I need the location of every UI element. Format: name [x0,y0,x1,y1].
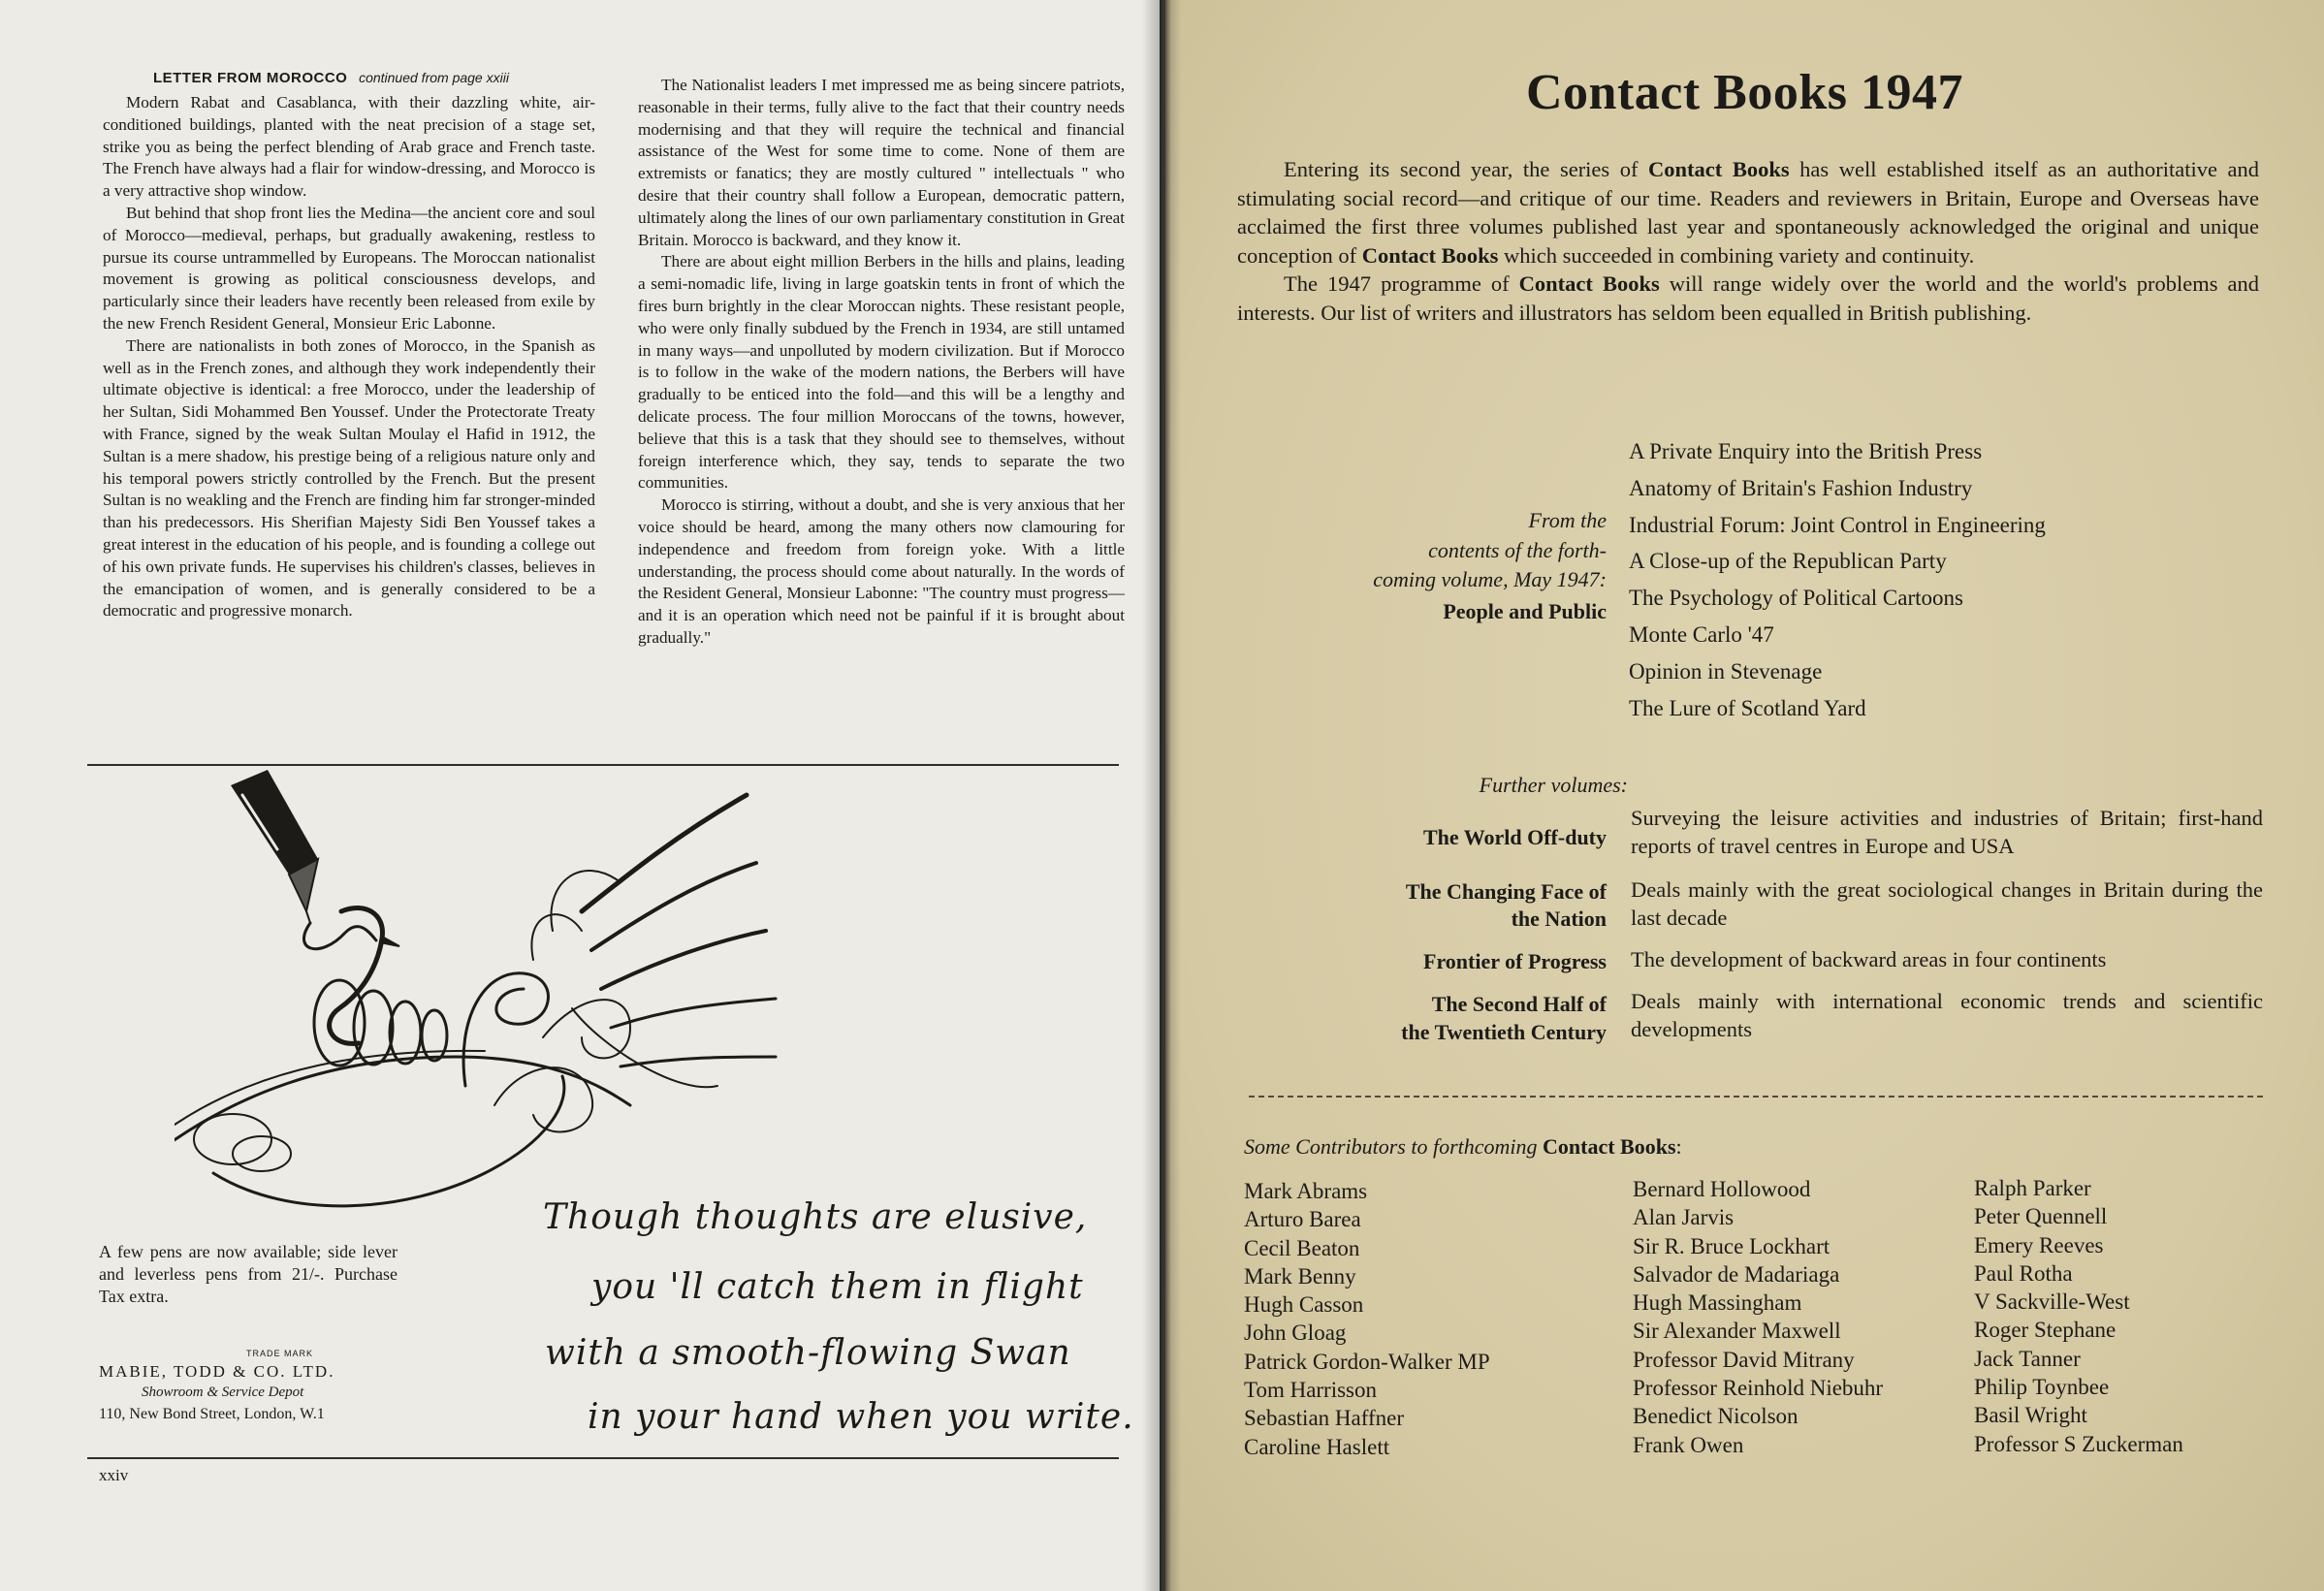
contributor-name: Alan Jarvis [1633,1205,1735,1230]
contributor-name: Frank Owen [1633,1432,1744,1457]
contributor-name: Cecil Beaton [1244,1235,1360,1260]
further-volume-title: the Twentieth Century [1401,1020,1607,1044]
contributor-name: Patrick Gordon-Walker MP [1244,1349,1490,1374]
contributors-heading-text: Some Contributors to forthcoming [1244,1134,1544,1159]
contributor-name: Hugh Casson [1244,1292,1364,1318]
contributor-name: Hugh Massingham [1633,1290,1802,1316]
article-column-1 [103,92,595,622]
contributors-heading-colon: : [1675,1134,1682,1159]
forthcoming-label-line: coming volume, May 1947: [1373,567,1607,591]
further-volume-title: The Second Half of [1431,992,1607,1016]
contributor-name: Sir R. Bruce Lockhart [1633,1233,1831,1258]
contents-item: The Psychology of Political Cartoons [1629,586,1963,611]
contents-item: A Close-up of the Republican Party [1629,549,1947,574]
contributor-name: V Sackville-West [1974,1289,2130,1315]
company-name: MABIE, TODD & CO. LTD. [99,1362,335,1381]
contributors-heading [1244,1134,1682,1160]
contributor-name: Professor S Zuckerman [1974,1431,2183,1456]
contributor-name: Professor Reinhold Niebuhr [1633,1376,1884,1401]
intro-paragraph [1237,270,2259,327]
intro-text-run: which succeeded in combining variety and continuity. [1498,242,1975,268]
further-volume-description: The development of backward areas in four continents [1631,947,2107,971]
contributor-name: Mark Abrams [1244,1179,1368,1203]
contributors-column-3 [1974,1174,2183,1458]
contents-item: Opinion in Stevenage [1629,658,1823,684]
intro-text-run: has well established itself as an authoritative and stimulating social record—and critique of our time. Readers and reviewers in Britain, Europe and Overseas have acclaimed the first three volumes published last year and spontaneously acknowledged the original and unique conception of [1237,157,2259,268]
further-volume-description: Deals mainly with the great sociological changes in Britain during the last decade [1631,877,2263,930]
trade-mark-label: TRADE MARK [246,1349,314,1358]
contributor-name: Sir Alexander Maxwell [1633,1319,1841,1344]
slogan-line: in your hand when you write. [588,1397,1134,1437]
further-volume-title: The Changing Face of [1405,879,1607,904]
contributor-name: Bernard Hollowood [1633,1177,1811,1201]
contents-item: Industrial Forum: Joint Control in Engineering [1629,512,2046,537]
article-column-2 [638,75,1125,650]
article-paragraph: Morocco is stirring, without a doubt, and she is very anxious that her voice should be heard, among the many others now clamouring for independence and freedom from foreign yoke. With a little understanding, the process should come about naturally. In the words of the Resident General, Monsieur Labonne: "The country must progress—and it is an operation which need not be painful if it is brought about gradually." [638,495,1125,647]
article-paragraph: The Nationalist leaders I met impressed me as being sincere patriots, reasonable in their terms, fully alive to the fact that their country needs modernising and that they will require the technical and financial assistance of the West for some time to come. None of them are extremists or fanatics; they are mostly cultured " intellectuals " who desire that their country shall follow a European, democratic pattern, ultimately along the lines of our own parliamentary constitution in Great Britain. Morocco is backward, and they know it. [638,76,1125,249]
contributor-name: Paul Rotha [1974,1260,2073,1286]
contributor-name: Ralph Parker [1974,1176,2091,1200]
contributor-name: Arturo Barea [1244,1207,1361,1232]
slogan-line: with a smooth-flowing Swan [545,1333,1071,1373]
forthcoming-contents-list [1629,433,2172,726]
contributor-name: Professor David Mitrany [1633,1347,1855,1372]
slogan-line: Though thoughts are elusive, [543,1197,1088,1237]
forthcoming-label-line: From the [1528,508,1607,532]
contributor-name: Peter Quennell [1974,1204,2108,1229]
contributor-name: Mark Benny [1244,1263,1356,1289]
contributor-name: Sebastian Haffner [1244,1406,1404,1431]
volume-title-people-and-public: People and Public [1443,599,1607,623]
intro-paragraph [1237,155,2259,270]
contributor-name: Emery Reeves [1974,1232,2104,1257]
further-volume-title: the Nation [1511,907,1607,931]
swan-pen-illustration [175,766,795,1222]
intro-text-run: The 1947 programme of [1284,271,1519,296]
advertisement-bottom-rule [87,1457,1119,1459]
further-volume-title: Frontier of Progress [1423,949,1607,973]
contents-item: Monte Carlo '47 [1629,621,1774,647]
slogan-line: you 'll catch them in flight [591,1267,1084,1307]
contributors-column-1 [1244,1177,1490,1461]
article-paragraph: There are nationalists in both zones of Morocco, in the Spanish as well as in the French zones, and although they work independently their ultimate objective is identical: a free Morocco, under the leadership of her Sultan, Sidi Mohammed Ben Youssef. Under the Protectorate Treaty with France, signed by the weak Sultan Moulay el Hafid in 1912, the Sultan is a mere shadow, his prestige being of a religious nature only and his temporal powers strictly controlled by the French. But the present Sultan is no weakling and the French are finding him far stronger-minded than his predecessors. His Sherifian Majesty Sidi Ben Youssef takes a great interest in the education of his people, and is founding a college out of his own private funds. He supervises his children's classes, believes in the emancipation of women, and is generally considered to be a democratic and progressive monarch. [103,335,595,620]
further-volume-description: Deals mainly with international economic trends and scientific developments [1631,989,2263,1041]
article-title: LETTER FROM MOROCCO [153,70,348,86]
article-heading [153,70,509,87]
further-volume-description: Surveying the leisure activities and industries of Britain; first-hand reports of travel centres in Europe and USA [1631,806,2263,858]
contributors-divider [1249,1096,2263,1098]
article-paragraph: But behind that shop front lies the Medina—the ancient core and soul of Morocco—medieval, perhaps, but gradually awakening, restless to pursue its course untrammelled by Europeans. The Moroccan nationalist movement is growing as political consciousness develops, and particularly since their leaders have recently been released from exile by the new French Resident General, Monsieur Eric Labonne. [103,203,595,333]
contributor-name: John Gloag [1244,1321,1347,1346]
intro-text-run: will range widely over the world and the world's problems and interests. Our list of writers and illustrators has seldom been equalled in British publishing. [1237,271,2260,325]
fountain-pen-icon [231,770,318,923]
forthcoming-label-line: contents of the forth- [1428,538,1607,562]
article-paragraph: There are about eight million Berbers in the hills and plains, leading a semi-nomadic life, living in large goatskin tents in front of which the fires burn brightly in the clear Moroccan nights. These resistant people, who were only finally subdued by the French in 1934, are still untamed in many ways—and unpolluted by modern civilization. But if Morocco is to follow in the wake of the modern nations, the Berbers will have gradually to be enticed into the fold—and this will be a lengthy and delicate process. The four million Moroccans of the towns, however, believe that this is a task that they should see to themselves, without foreign interference which, they say, tends to separate the two communities. [638,252,1125,493]
article-continued-note: continued from page xxiii [359,70,509,85]
contributor-name: Basil Wright [1974,1403,2087,1428]
contributor-name: Philip Toynbee [1974,1375,2110,1400]
contents-item: Anatomy of Britain's Fashion Industry [1629,475,1973,500]
advertisement-copy: A few pens are now available; side lever and leverless pens from 21/-. Purchase Tax extra. [99,1242,398,1306]
contributor-name: Caroline Haslett [1244,1434,1390,1459]
series-name: Contact Books [1361,242,1499,268]
contributor-name: Tom Harrisson [1244,1378,1378,1403]
contents-item: The Lure of Scotland Yard [1629,695,1866,720]
series-name: Contact Books [1518,271,1660,296]
book-gutter [1142,0,1181,1591]
company-department: Showroom & Service Depot [142,1384,304,1400]
contributors-column-2 [1633,1175,1883,1459]
series-name: Contact Books [1543,1134,1676,1159]
company-address: 110, New Bond Street, London, W.1 [99,1406,325,1422]
further-volume-title: The World Off-duty [1422,825,1607,849]
contributor-name: Benedict Nicolson [1633,1404,1799,1429]
contents-item: A Private Enquiry into the British Press [1629,439,1983,463]
contributor-name: Roger Stephane [1974,1318,2117,1343]
page-title: Contact Books 1947 [1525,65,1964,120]
contributor-name: Jack Tanner [1974,1346,2081,1371]
contributor-name: Salvador de Madariaga [1633,1261,1840,1287]
page-number: xxiv [99,1466,129,1484]
intro-text [1237,155,2259,327]
article-paragraph: Modern Rabat and Casablanca, with their dazzling white, air-conditioned buildings, planted with the neat precision of a stage set, strike you as being the perfect blending of Arab grace and French taste. The French have always had a flair for window-dressing, and Morocco is a very attractive shop window. [103,93,595,201]
intro-text-run: Entering its second year, the series of [1284,157,1649,181]
further-volumes-label: Further volumes: [1479,773,1628,797]
series-name: Contact Books [1648,157,1790,181]
